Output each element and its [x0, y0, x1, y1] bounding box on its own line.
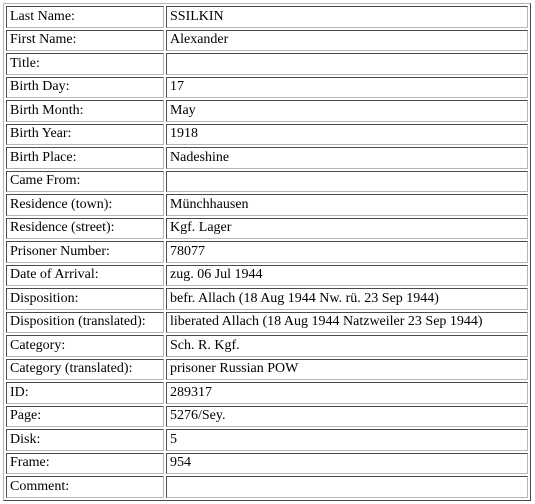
- field-label: Date of Arrival:: [6, 265, 164, 287]
- field-label: Birth Day:: [6, 77, 164, 99]
- table-row: [6, 218, 528, 240]
- field-value: befr. Allach (18 Aug 1944 Nw. rü. 23 Sep 1944): [166, 288, 528, 310]
- field-value: Alexander: [166, 30, 528, 52]
- field-value: Kgf. Lager: [166, 218, 528, 240]
- field-label: Birth Place:: [6, 147, 164, 169]
- field-value: 1918: [166, 124, 528, 146]
- table-row: [6, 30, 528, 52]
- table-row: [6, 171, 528, 193]
- prisoner-record-table: [3, 3, 531, 501]
- field-label: Birth Year:: [6, 124, 164, 146]
- field-label: Came From:: [6, 171, 164, 193]
- record-table-body: [6, 6, 528, 498]
- field-label: Prisoner Number:: [6, 241, 164, 263]
- table-row: [6, 453, 528, 475]
- field-value: liberated Allach (18 Aug 1944 Natzweiler 23 Sep 1944): [166, 312, 528, 334]
- table-row: [6, 288, 528, 310]
- table-row: [6, 241, 528, 263]
- field-value: Nadeshine: [166, 147, 528, 169]
- field-value: 17: [166, 77, 528, 99]
- table-row: [6, 312, 528, 334]
- field-value: 5: [166, 429, 528, 451]
- field-label: Last Name:: [6, 6, 164, 28]
- field-value: 78077: [166, 241, 528, 263]
- field-value: SSILKIN: [166, 6, 528, 28]
- table-row: [6, 406, 528, 428]
- field-label: Residence (street):: [6, 218, 164, 240]
- field-label: Birth Month:: [6, 100, 164, 122]
- field-value: Sch. R. Kgf.: [166, 335, 528, 357]
- field-value: 954: [166, 453, 528, 475]
- field-value: [166, 171, 528, 193]
- field-label: Disposition:: [6, 288, 164, 310]
- field-label: Comment:: [6, 476, 164, 498]
- field-value: [166, 53, 528, 75]
- field-value: 289317: [166, 382, 528, 404]
- table-row: [6, 147, 528, 169]
- field-label: Category:: [6, 335, 164, 357]
- field-value: Münchhausen: [166, 194, 528, 216]
- table-row: [6, 429, 528, 451]
- field-label: Frame:: [6, 453, 164, 475]
- field-label: First Name:: [6, 30, 164, 52]
- field-label: Disposition (translated):: [6, 312, 164, 334]
- table-row: [6, 77, 528, 99]
- table-row: [6, 53, 528, 75]
- field-value: 5276/Sey.: [166, 406, 528, 428]
- table-row: [6, 194, 528, 216]
- table-row: [6, 124, 528, 146]
- field-value: [166, 476, 528, 498]
- table-row: [6, 359, 528, 381]
- field-value: zug. 06 Jul 1944: [166, 265, 528, 287]
- field-label: Title:: [6, 53, 164, 75]
- table-row: [6, 476, 528, 498]
- field-value: prisoner Russian POW: [166, 359, 528, 381]
- field-label: Page:: [6, 406, 164, 428]
- field-label: Residence (town):: [6, 194, 164, 216]
- table-row: [6, 335, 528, 357]
- table-row: [6, 6, 528, 28]
- table-row: [6, 100, 528, 122]
- field-label: Category (translated):: [6, 359, 164, 381]
- table-row: [6, 382, 528, 404]
- table-row: [6, 265, 528, 287]
- field-value: May: [166, 100, 528, 122]
- field-label: ID:: [6, 382, 164, 404]
- field-label: Disk:: [6, 429, 164, 451]
